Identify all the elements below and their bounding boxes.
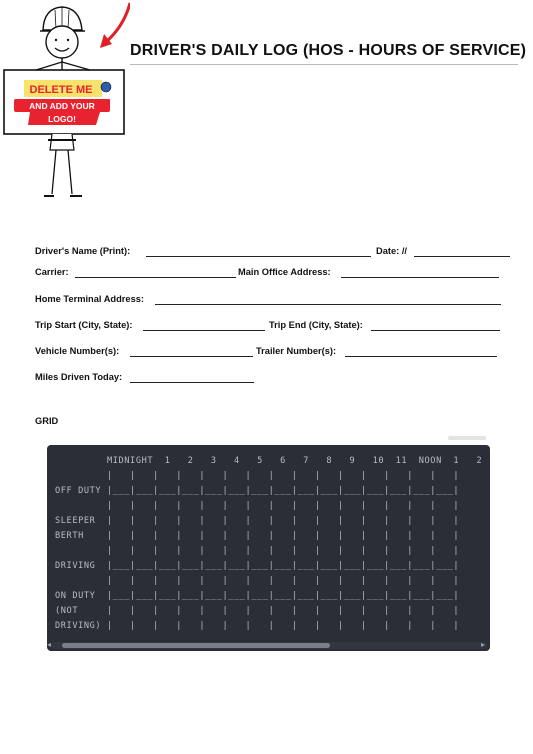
drivers-name-input-line[interactable]	[146, 256, 371, 257]
logo-placeholder-line1: DELETE ME	[29, 84, 93, 96]
vehicle-number-input-line[interactable]	[130, 356, 253, 357]
grid-title: GRID	[35, 416, 59, 426]
hos-grid-text: MIDNIGHT 1 2 3 4 5 6 7 8 9 10 11 NOON 1 2 | | | | | | | | | | | | | | | | OFF DUTY |___|___|___|___|___|___|___|___|___|___|___|___|___|___|___| | | | | | | | | | | | | | | | | SLEEPER | | | | | | | | | | | | | | | | BERTH | | | | | | | | | | | | | | | | | | | | | | | | | | | | | | | | DRIVING |___|___|___|___|___|___|___|___|___|___|___|___|___|___|___| | | | | | | | | | | | | | | | | ON DUTY |___|___|___|___|___|___|___|___|___|___|___|___|___|___|___| (NOT | | | | | | | | | | | | | | | | DRIVING) | | | | | | | | | | | | | | | |	[55, 456, 483, 631]
trailer-number-input-line[interactable]	[345, 356, 497, 357]
main-office-address-label: Main Office Address:	[238, 267, 331, 277]
carrier-label: Carrier:	[35, 267, 69, 277]
trailer-number-label: Trailer Number(s):	[256, 346, 337, 356]
logo-placeholder-line3: LOGO!	[48, 114, 76, 124]
miles-driven-input-line[interactable]	[130, 382, 254, 383]
logo-placeholder-line2: AND ADD YOUR	[29, 101, 95, 111]
main-office-address-input-line[interactable]	[341, 277, 499, 278]
scroll-left-arrow-icon[interactable]: ◂	[47, 640, 52, 649]
trip-start-label: Trip Start (City, State):	[35, 320, 133, 330]
miles-driven-label: Miles Driven Today:	[35, 372, 123, 382]
carrier-input-line[interactable]	[75, 277, 236, 278]
trip-end-label: Trip End (City, State):	[269, 320, 363, 330]
hos-grid[interactable]	[47, 445, 490, 651]
grid-scrollbar-thumb[interactable]	[62, 643, 330, 648]
home-terminal-address-input-line[interactable]	[155, 304, 501, 305]
home-terminal-address-label: Home Terminal Address:	[35, 294, 145, 304]
page-title: DRIVER'S DAILY LOG (HOS - HOURS OF SERVICE)	[130, 42, 527, 59]
grid-toolbar-handle	[448, 436, 486, 440]
date-label: Date: //	[376, 246, 407, 256]
trip-start-input-line[interactable]	[143, 330, 265, 331]
trip-end-input-line[interactable]	[371, 330, 500, 331]
title-divider	[130, 64, 518, 65]
drivers-name-label: Driver's Name (Print):	[35, 246, 131, 256]
scroll-right-arrow-icon[interactable]: ▸	[481, 640, 486, 649]
vehicle-number-label: Vehicle Number(s):	[35, 346, 120, 356]
logo-placeholder-illustration	[0, 0, 130, 205]
date-input-line[interactable]	[414, 256, 510, 257]
